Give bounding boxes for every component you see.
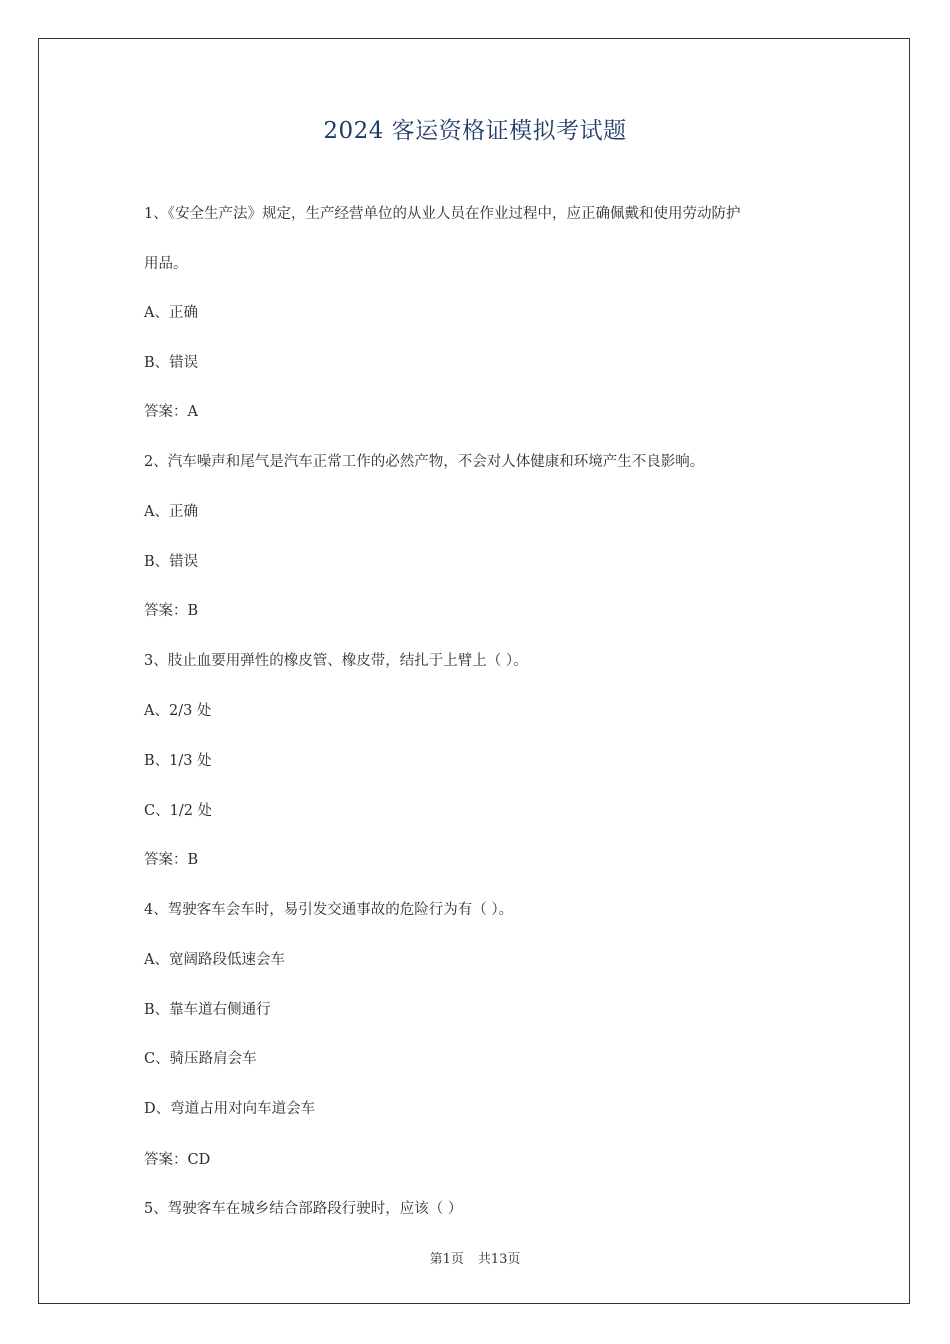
question-1-option-b: B、错误 (144, 355, 199, 371)
question-1-stem-line-1: 1、《安全生产法》规定，生产经营单位的从业人员在作业过程中，应正确佩戴和使用劳动防护 (144, 206, 741, 222)
question-3-option-b: B、1/3 处 (144, 753, 212, 769)
page-number: 第1页 (429, 1252, 464, 1267)
question-3-answer: 答案：B (144, 852, 199, 868)
document-title: 2024 客运资格证模拟考试题 (323, 118, 627, 144)
question-1-stem-line-2: 用品。 (144, 256, 188, 272)
question-2-stem: 2、汽车噪声和尾气是汽车正常工作的必然产物，不会对人体健康和环境产生不良影响。 (144, 454, 705, 470)
question-4-option-a: A、宽阔路段低速会车 (144, 952, 285, 968)
question-1-answer: 答案：A (144, 404, 198, 420)
question-1-option-a: A、正确 (144, 305, 198, 321)
question-2-answer: 答案：B (144, 603, 199, 619)
page-total: 共13页 (477, 1252, 521, 1267)
question-3-stem: 3、肢止血要用弹性的橡皮管、橡皮带，结扎于上臂上（ ）。 (144, 653, 528, 669)
question-3-option-a: A、2/3 处 (144, 703, 212, 719)
question-2-option-a: A、正确 (144, 504, 198, 520)
question-3-option-c: C、1/2 处 (144, 803, 213, 819)
question-4-answer: 答案：CD (144, 1152, 211, 1168)
question-4-option-b: B、靠车道右侧通行 (144, 1002, 271, 1018)
question-5-stem: 5、驾驶客车在城乡结合部路段行驶时，应该（ ） (144, 1201, 463, 1217)
question-4-option-c: C、骑压路肩会车 (144, 1051, 257, 1067)
page-footer (0, 1248, 950, 1267)
question-2-option-b: B、错误 (144, 554, 199, 570)
question-4-option-d: D、弯道占用对向车道会车 (144, 1101, 316, 1117)
question-4-stem: 4、驾驶客车会车时，易引发交通事故的危险行为有（ ）。 (144, 902, 514, 918)
